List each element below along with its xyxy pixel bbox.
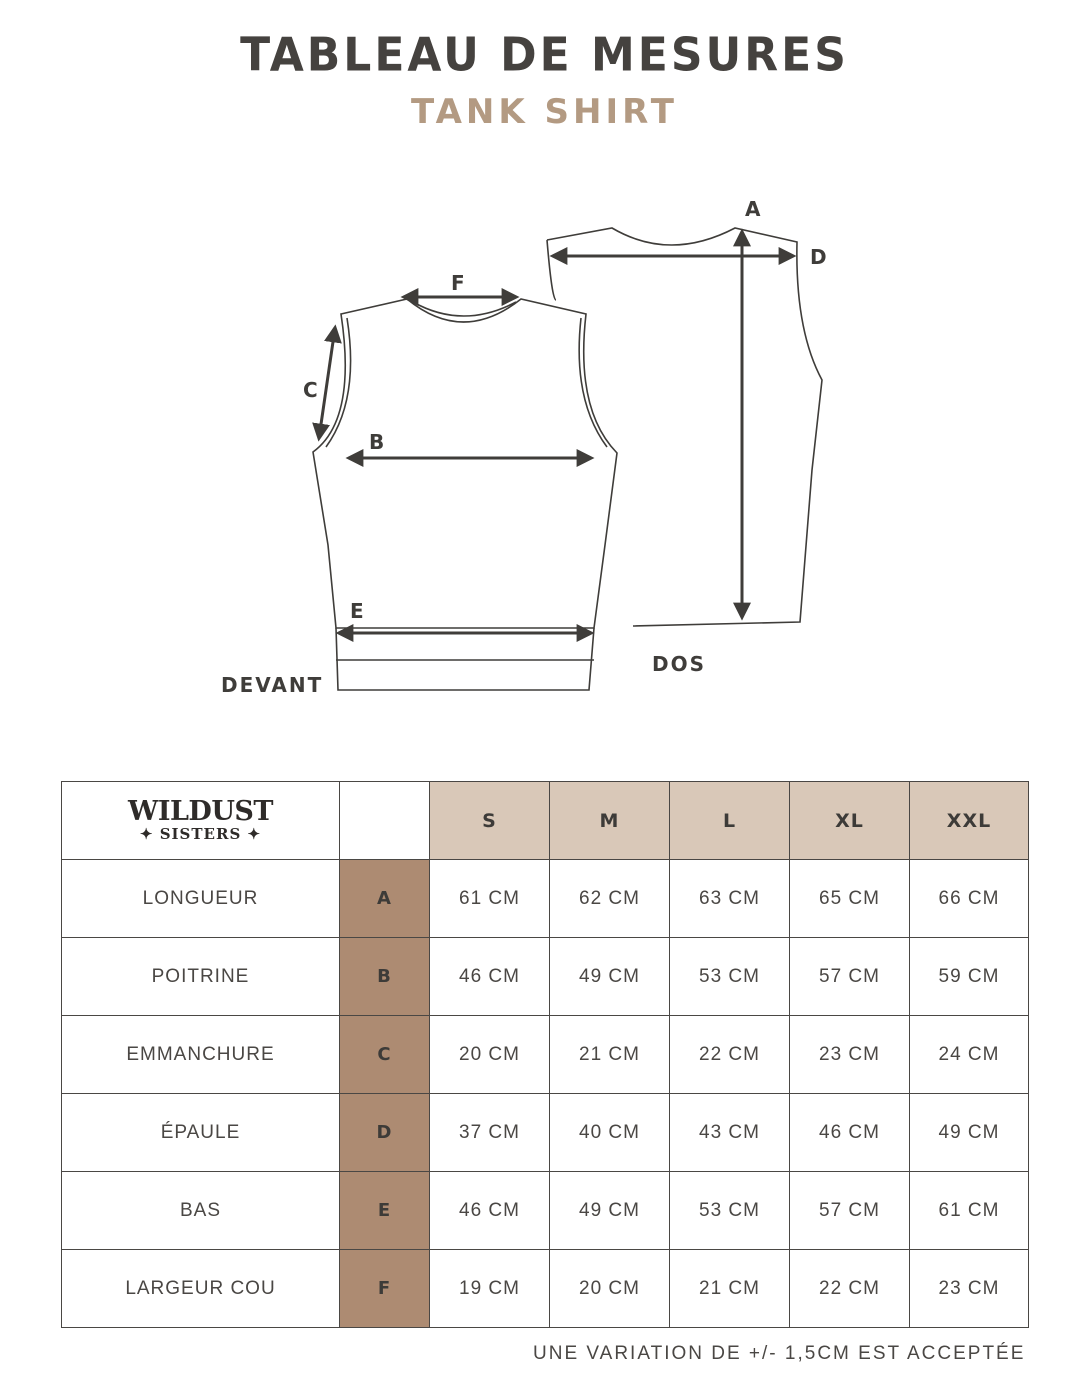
row-label: ÉPAULE: [62, 1094, 340, 1172]
table-cell: 57 CM: [790, 1172, 910, 1250]
row-code: F: [340, 1250, 430, 1328]
row-code: C: [340, 1016, 430, 1094]
brand-logo: [62, 782, 340, 860]
size-header-xxl: XXL: [910, 782, 1029, 860]
table-cell: 66 CM: [910, 860, 1029, 938]
table-cell: 37 CM: [430, 1094, 550, 1172]
table-cell: 22 CM: [790, 1250, 910, 1328]
table-cell: 40 CM: [550, 1094, 670, 1172]
table-row: [62, 1016, 1029, 1094]
letter-d: D: [810, 245, 827, 269]
back-garment-outline: [547, 228, 822, 626]
header-empty-cell: [340, 782, 430, 860]
size-header-s: S: [430, 782, 550, 860]
table-cell: 65 CM: [790, 860, 910, 938]
front-garment-outline: [313, 299, 617, 690]
row-label: POITRINE: [62, 938, 340, 1016]
table-cell: 21 CM: [670, 1250, 790, 1328]
letter-e: E: [350, 599, 364, 623]
logo-wordmark: WILDUST: [128, 795, 273, 827]
back-label: DOS: [652, 652, 707, 676]
table-cell: 20 CM: [550, 1250, 670, 1328]
letter-f: F: [451, 271, 465, 295]
tolerance-note: UNE VARIATION DE +/- 1,5CM EST ACCEPTÉE: [533, 1343, 1026, 1364]
row-code: D: [340, 1094, 430, 1172]
table-cell: 49 CM: [550, 938, 670, 1016]
table-cell: 23 CM: [910, 1250, 1029, 1328]
table-cell: 21 CM: [550, 1016, 670, 1094]
row-code: A: [340, 860, 430, 938]
table-cell: 46 CM: [790, 1094, 910, 1172]
front-label: DEVANT: [221, 673, 324, 697]
table-cell: 46 CM: [430, 1172, 550, 1250]
table-cell: 24 CM: [910, 1016, 1029, 1094]
table-cell: 57 CM: [790, 938, 910, 1016]
row-label: BAS: [62, 1172, 340, 1250]
letter-b: B: [369, 430, 385, 454]
row-code: E: [340, 1172, 430, 1250]
page-title: TABLEAU DE MESURES: [240, 28, 849, 83]
table-cell: 23 CM: [790, 1016, 910, 1094]
table-cell: 49 CM: [910, 1094, 1029, 1172]
table-row: [62, 860, 1029, 938]
table-cell: 49 CM: [550, 1172, 670, 1250]
table-cell: 20 CM: [430, 1016, 550, 1094]
letter-c: C: [303, 378, 318, 402]
logo-subline: ✦ SISTERS ✦: [139, 824, 262, 843]
table-cell: 43 CM: [670, 1094, 790, 1172]
letter-a: A: [745, 197, 761, 221]
tank-shirt-diagram: [0, 180, 1089, 720]
table-cell: 22 CM: [670, 1016, 790, 1094]
table-cell: 59 CM: [910, 938, 1029, 1016]
table-cell: 62 CM: [550, 860, 670, 938]
row-code: B: [340, 938, 430, 1016]
table-cell: 19 CM: [430, 1250, 550, 1328]
size-header-xl: XL: [790, 782, 910, 860]
table-header-row: [62, 782, 1029, 860]
size-header-l: L: [670, 782, 790, 860]
row-label: LARGEUR COU: [62, 1250, 340, 1328]
table-cell: 53 CM: [670, 938, 790, 1016]
size-chart-table: [61, 781, 1029, 1328]
table-cell: 61 CM: [430, 860, 550, 938]
page-subtitle: TANK SHIRT: [411, 92, 678, 132]
arrow-c: [319, 328, 335, 438]
table-cell: 61 CM: [910, 1172, 1029, 1250]
table-row: [62, 1172, 1029, 1250]
table-row: [62, 938, 1029, 1016]
star-icon: ✦: [139, 824, 154, 843]
row-label: EMMANCHURE: [62, 1016, 340, 1094]
table-row: [62, 1094, 1029, 1172]
table-row: [62, 1250, 1029, 1328]
table-cell: 63 CM: [670, 860, 790, 938]
star-icon: ✦: [247, 824, 262, 843]
size-header-m: M: [550, 782, 670, 860]
table-cell: 46 CM: [430, 938, 550, 1016]
table-cell: 53 CM: [670, 1172, 790, 1250]
row-label: LONGUEUR: [62, 860, 340, 938]
